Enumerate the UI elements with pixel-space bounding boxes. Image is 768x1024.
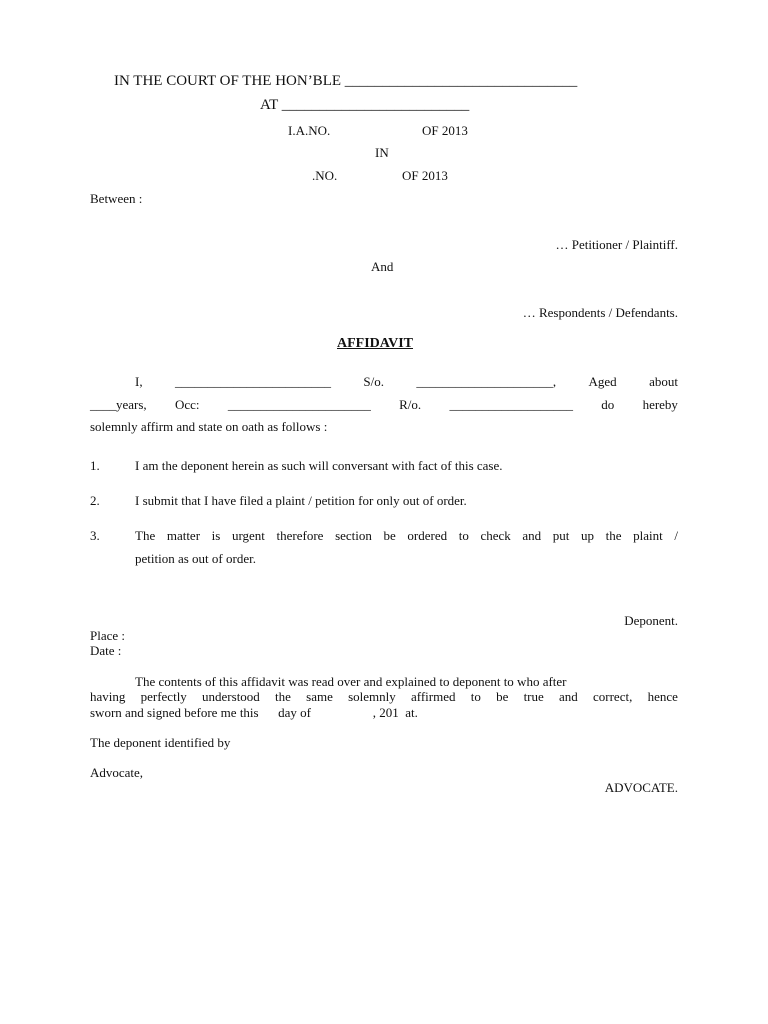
intro-word: hereby (642, 397, 678, 412)
and-label: And (371, 259, 394, 274)
respondents-label: … Respondents / Defendants. (522, 305, 678, 320)
intro-word: Occ: (174, 397, 200, 412)
case-number-label: .NO. (312, 168, 338, 183)
word: check (480, 528, 511, 543)
point-text-continued: petition as out of order. (135, 551, 256, 566)
point-number: 2. (90, 493, 100, 508)
intro-word: S/o. (363, 374, 384, 389)
advocate-left-label: Advocate, (90, 765, 144, 780)
word: urgent (231, 528, 265, 543)
word: the (275, 689, 291, 704)
verification-line-2 (90, 690, 678, 703)
point-number: 1. (90, 458, 100, 473)
word: and (522, 528, 542, 543)
word: ordered (407, 528, 448, 543)
word: / (674, 528, 678, 543)
intro-line-2 (90, 398, 678, 411)
court-location: AT _________________________ (260, 97, 470, 113)
point-text (135, 529, 678, 542)
word: up (580, 528, 594, 543)
word: to (470, 689, 481, 704)
intro-word: do (601, 397, 615, 412)
intro-word: about (649, 374, 678, 389)
word: to (458, 528, 469, 543)
intro-line-3: solemnly affirm and state on oath as follows : (90, 419, 328, 434)
word: understood (202, 689, 260, 704)
petitioner-label: … Petitioner / Plaintiff. (555, 237, 678, 252)
word: is (211, 528, 221, 543)
intro-word: I, (135, 374, 143, 389)
verification-line-1: The contents of this affidavit was read over and explained to deponent to who after (135, 674, 567, 689)
occupation-blank: ______________________ (227, 397, 371, 412)
name-blank: ________________________ (174, 374, 331, 389)
word: true (523, 689, 544, 704)
word: same (306, 689, 333, 704)
residence-blank: ___________________ (449, 397, 573, 412)
deponent-label: Deponent. (624, 613, 678, 628)
ia-number-label: I.A.NO. (288, 123, 331, 138)
affidavit-title: AFFIDAVIT (337, 336, 413, 351)
word: section (335, 528, 372, 543)
court-heading: IN THE COURT OF THE HON’BLE _______________________________ (114, 73, 578, 89)
word: be (383, 528, 396, 543)
place-label: Place : (90, 628, 126, 643)
word: therefore (276, 528, 324, 543)
intro-line-1 (135, 375, 678, 388)
father-name-blank: _____________________, (416, 374, 557, 389)
between-label: Between : (90, 191, 143, 206)
word: The (135, 528, 156, 543)
word: hence (647, 689, 678, 704)
word: put (552, 528, 570, 543)
identified-by-label: The deponent identified by (90, 735, 231, 750)
word: plaint (633, 528, 663, 543)
intro-word: R/o. (399, 397, 422, 412)
word: be (496, 689, 509, 704)
point-text: I am the deponent herein as such will conversant with fact of this case. (135, 458, 503, 473)
age-blank: ____years, (90, 397, 147, 412)
verification-line-3: sworn and signed before me this day of , 201 at. (90, 705, 418, 720)
point-number: 3. (90, 528, 100, 543)
case-year-label: OF 2013 (402, 168, 448, 183)
word: perfectly (140, 689, 187, 704)
ia-year-label: OF 2013 (422, 123, 468, 138)
intro-word: Aged (588, 374, 617, 389)
word: solemnly (348, 689, 396, 704)
word: having (90, 689, 126, 704)
word: affirmed (410, 689, 456, 704)
date-label: Date : (90, 643, 122, 658)
word: and (559, 689, 578, 704)
word: matter (166, 528, 201, 543)
word: correct, (593, 689, 633, 704)
point-text: I submit that I have filed a plaint / petition for only out of order. (135, 493, 467, 508)
in-label: IN (375, 145, 389, 160)
word: the (605, 528, 622, 543)
advocate-signature-label: ADVOCATE. (604, 780, 678, 795)
